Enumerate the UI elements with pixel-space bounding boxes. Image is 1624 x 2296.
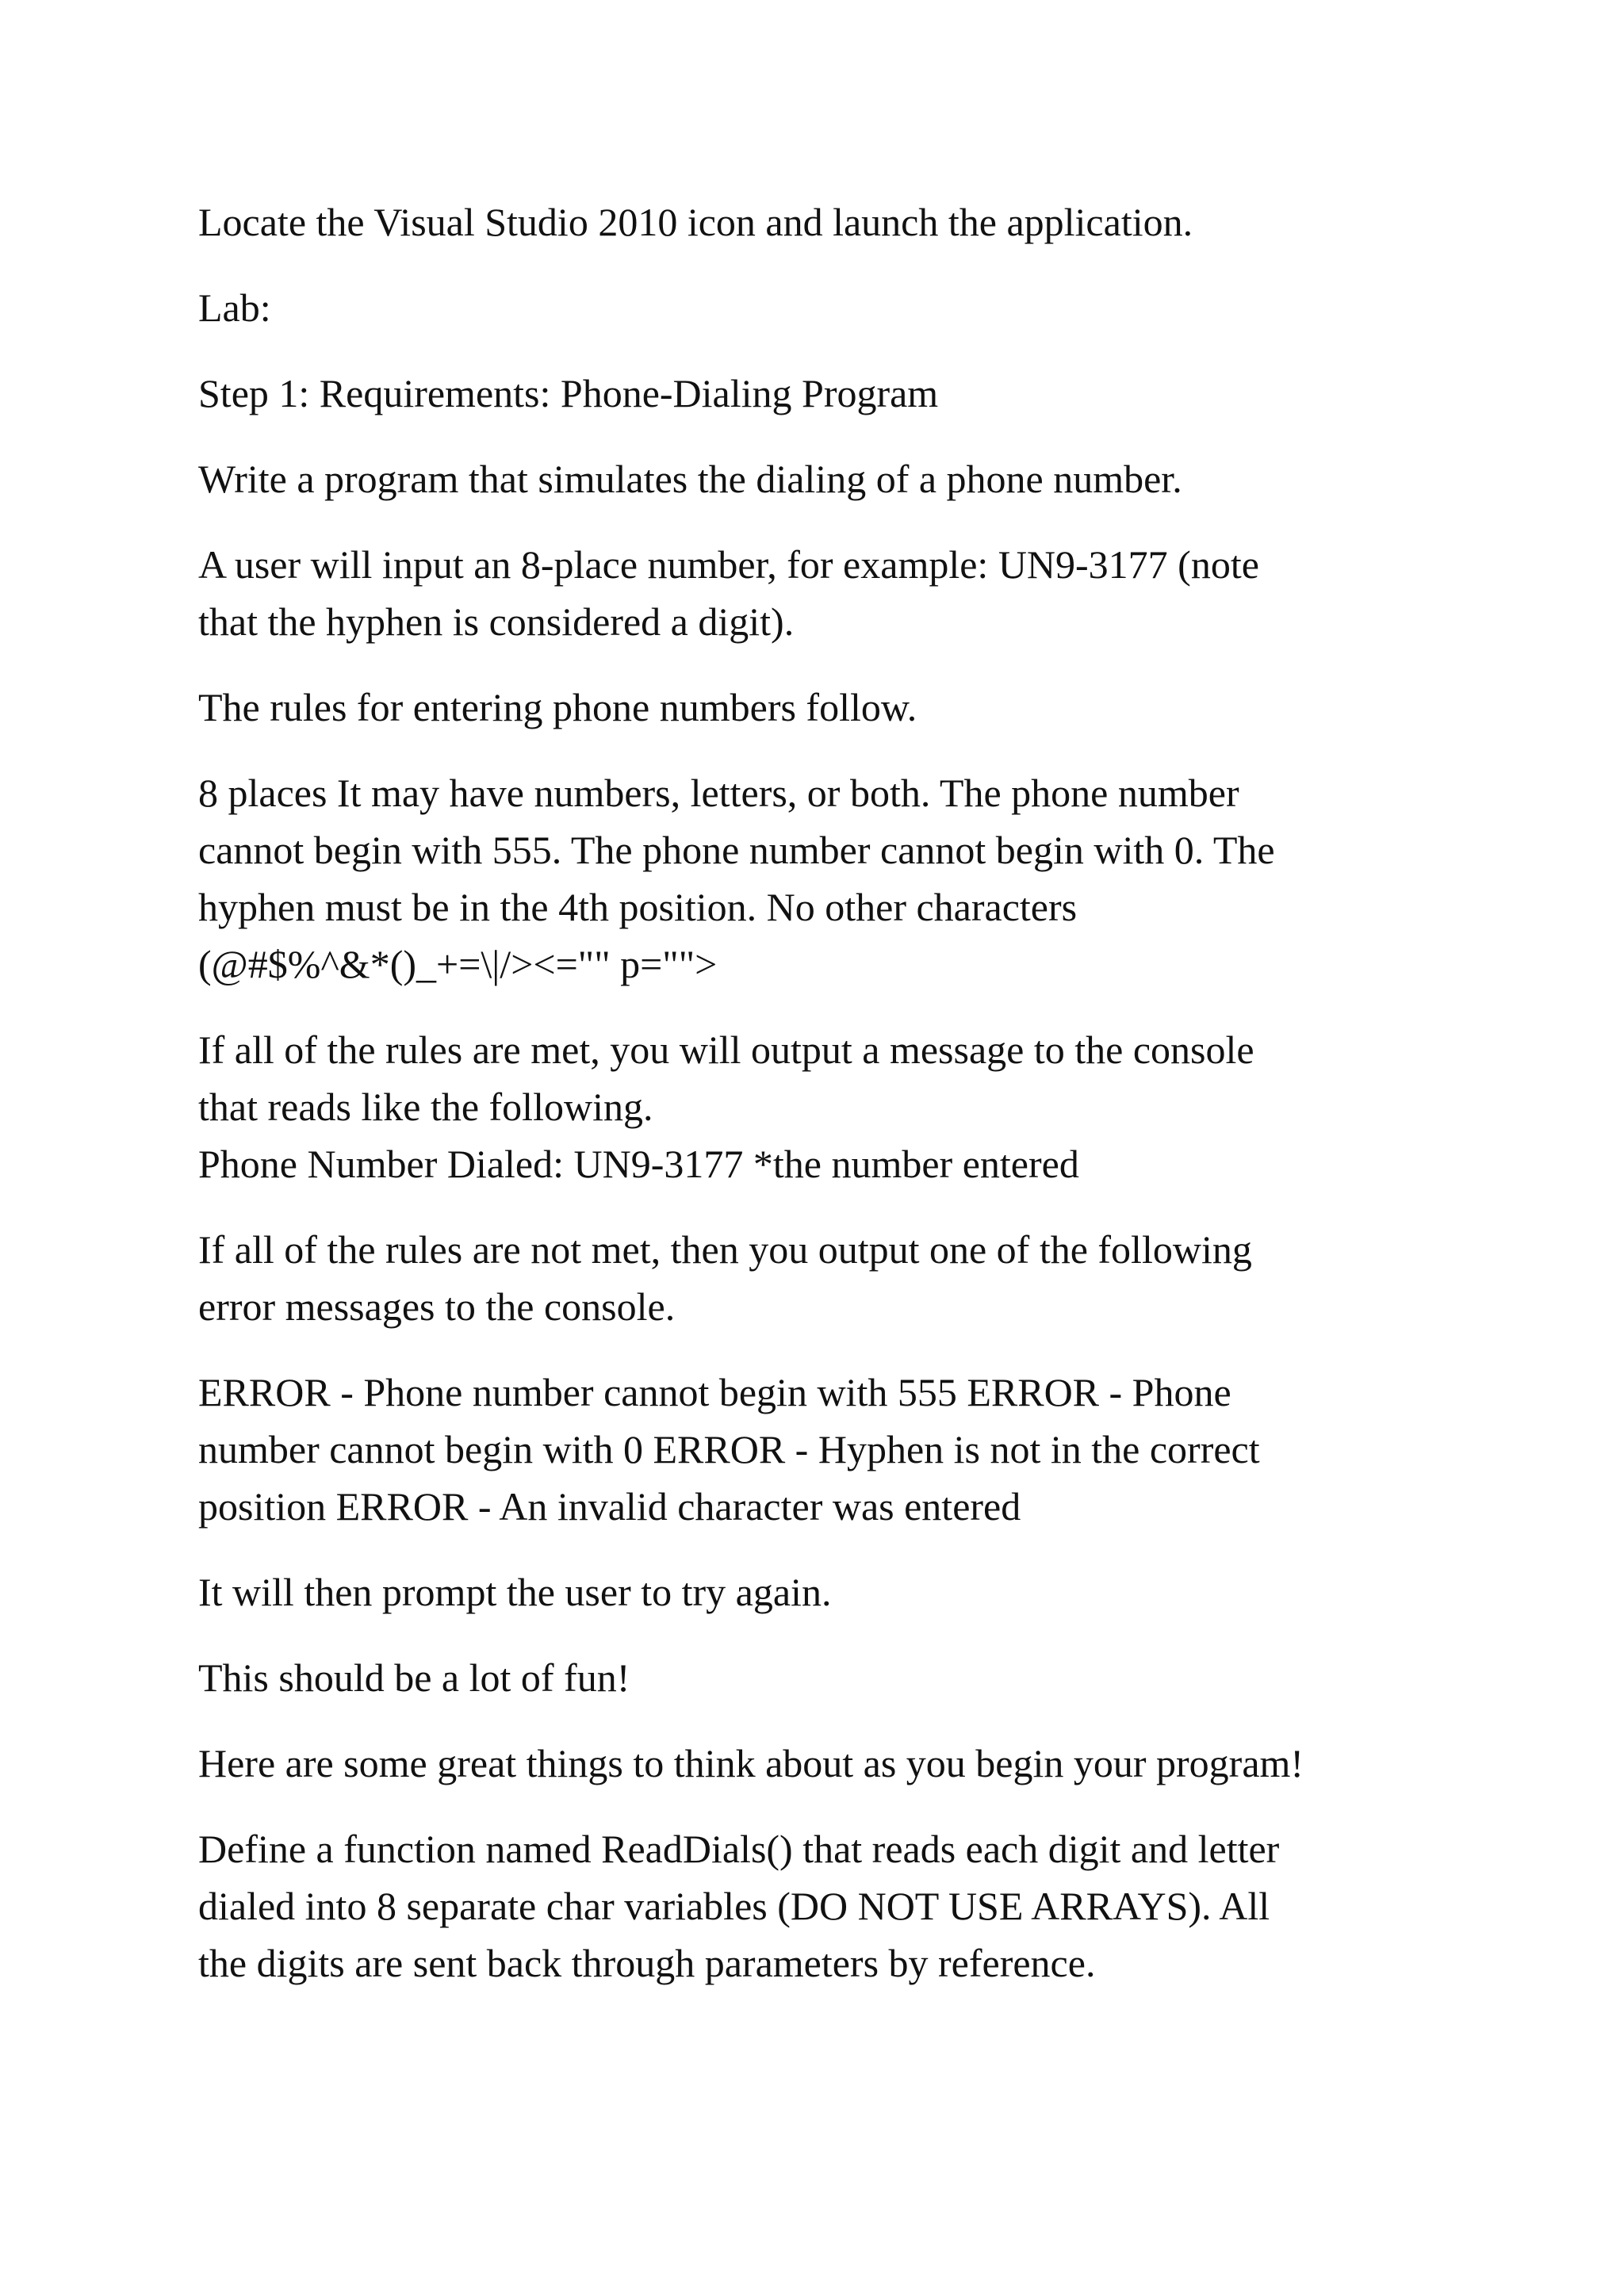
paragraph-readdials	[198, 1820, 1435, 1992]
paragraph-error-intro	[198, 1221, 1435, 1335]
text-line: A user will input an 8-place number, for example: UN9-3177 (note	[198, 542, 1259, 587]
paragraph-input-example	[198, 536, 1435, 650]
paragraph-error-messages	[198, 1364, 1435, 1535]
text-line: that the hyphen is considered a digit).	[198, 599, 795, 644]
text-line: Phone Number Dialed: UN9-3177 *the number entered	[198, 1142, 1079, 1186]
text-line: Lab:	[198, 285, 271, 330]
text-line: Locate the Visual Studio 2010 icon and launch the application.	[198, 200, 1193, 244]
paragraph-intro	[198, 193, 1435, 251]
text-line: If all of the rules are met, you will output a message to the console	[198, 1027, 1254, 1072]
text-line: number cannot begin with 0 ERROR - Hyphen is not in the correct	[198, 1427, 1260, 1471]
text-line: cannot begin with 555. The phone number cannot begin with 0. The	[198, 828, 1275, 872]
text-line: 8 places It may have numbers, letters, or both. The phone number	[198, 771, 1239, 815]
paragraph-fun	[198, 1649, 1435, 1706]
text-line: Here are some great things to think about as you begin your program!	[198, 1741, 1304, 1785]
paragraph-step-1	[198, 365, 1435, 422]
text-line: Step 1: Requirements: Phone-Dialing Program	[198, 371, 939, 415]
text-line: dialed into 8 separate char variables (DO NOT USE ARRAYS). All	[198, 1884, 1270, 1928]
paragraph-think-about	[198, 1735, 1435, 1792]
text-line: Write a program that simulates the dialing of a phone number.	[198, 457, 1182, 501]
paragraph-lab-heading	[198, 279, 1435, 336]
text-line: hyphen must be in the 4th position. No other characters	[198, 885, 1078, 929]
paragraph-rules-intro	[198, 679, 1435, 736]
text-line: It will then prompt the user to try again.	[198, 1570, 832, 1614]
text-line: The rules for entering phone numbers follow.	[198, 685, 917, 729]
text-line: the digits are sent back through parameters by reference.	[198, 1941, 1096, 1985]
text-line: that reads like the following.	[198, 1085, 653, 1129]
text-line: error messages to the console.	[198, 1284, 676, 1329]
paragraph-retry	[198, 1563, 1435, 1621]
paragraph-success-output	[198, 1021, 1435, 1192]
text-line: If all of the rules are not met, then you output one of the following	[198, 1227, 1252, 1272]
text-line: This should be a lot of fun!	[198, 1655, 630, 1700]
text-line: Define a function named ReadDials() that reads each digit and letter	[198, 1827, 1280, 1871]
text-line: ERROR - Phone number cannot begin with 555 ERROR - Phone	[198, 1370, 1231, 1414]
text-line: (@#$%^&*()_+=\|/><="" p="">	[198, 942, 718, 986]
document-body	[198, 193, 1435, 2020]
paragraph-rules	[198, 764, 1435, 993]
paragraph-task	[198, 450, 1435, 507]
text-line: position ERROR - An invalid character was entered	[198, 1484, 1021, 1529]
